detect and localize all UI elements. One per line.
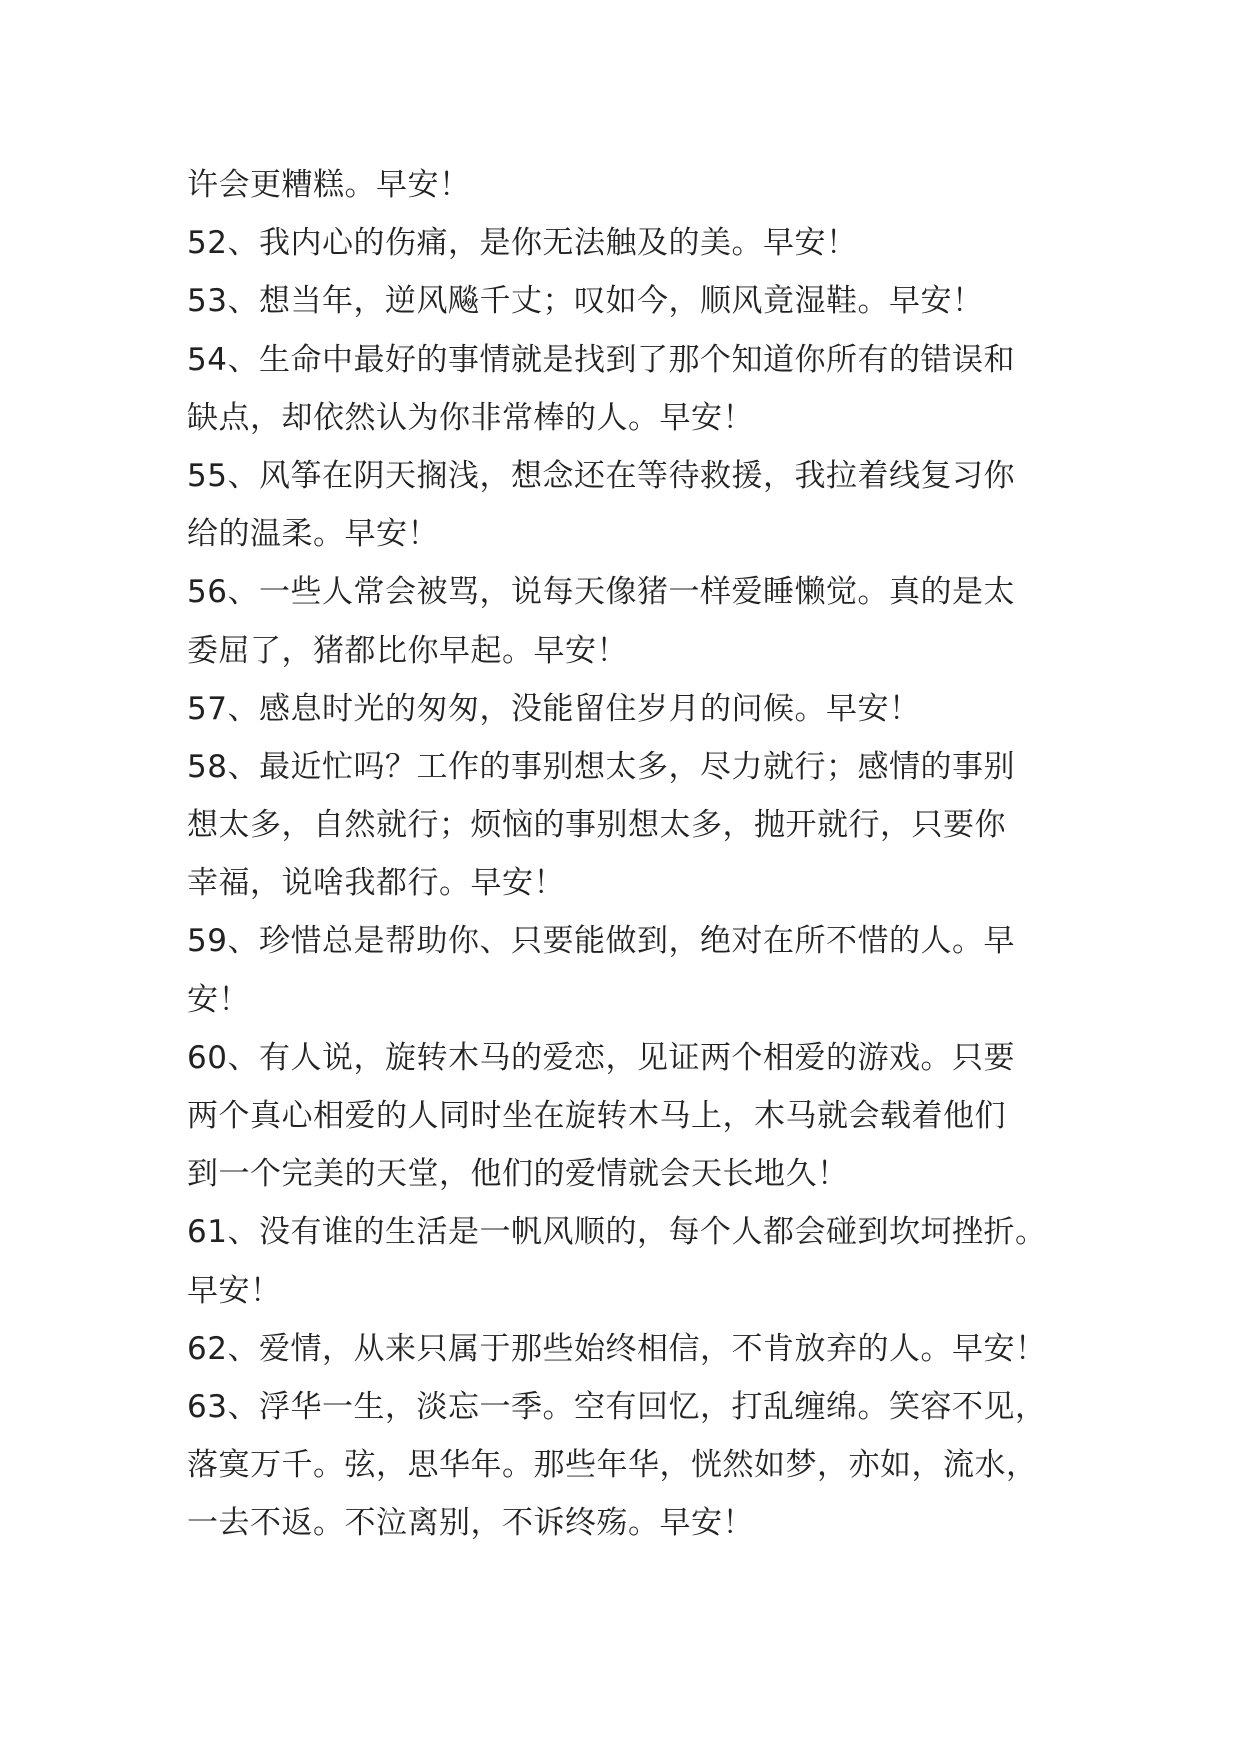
- text-line: 许会更糟糕。早安！: [187, 167, 471, 203]
- text-line: 早安！: [187, 1272, 282, 1309]
- text-line: 52、我内心的伤痛，是你无法触及的美。早安！: [187, 225, 858, 262]
- text-line: 61、没有谁的生活是一帆风顺的，每个人都会碰到坎坷挫折。: [187, 1214, 1047, 1251]
- text-line: 57、感息时光的匆匆，没能留住岁月的问候。早安！: [187, 690, 921, 727]
- text-line: 想太多，自然就行；烦恼的事别想太多，抛开就行，只要你: [187, 807, 1006, 844]
- text-line: 两个真心相爱的人同时坐在旋转木马上，木马就会载着他们: [187, 1098, 1006, 1134]
- text-line: 58、最近忙吗？工作的事别想太多，尽力就行；感情的事别: [187, 748, 1015, 785]
- document-body: [187, 156, 1067, 1553]
- text-line: 56、一些人常会被骂，说每天像猪一样爱睡懒觉。真的是太: [187, 574, 1015, 611]
- text-line: 安！: [187, 981, 250, 1018]
- text-line: 55、风筝在阴天搁浅，想念还在等待救援，我拉着线复习你: [187, 457, 1015, 494]
- text-line: 缺点，却依然认为你非常棒的人。早安！: [187, 399, 754, 436]
- text-line: 59、珍惜总是帮助你、只要能做到，绝对在所不惜的人。早: [187, 923, 1015, 960]
- text-line: 委屈了，猪都比你早起。早安！: [187, 632, 628, 669]
- text-line: 到一个完美的天堂，他们的爱情就会天长地久！: [187, 1156, 849, 1193]
- text-line: 给的温柔。早安！: [187, 516, 439, 553]
- text-line: 62、爱情，从来只属于那些始终相信，不肯放弃的人。早安！: [187, 1330, 1047, 1367]
- text-line: 一去不返。不泣离别，不诉终殇。早安！: [187, 1505, 754, 1542]
- text-line: 落寞万千。弦，思华年。那些年华，恍然如梦，亦如，流水，: [187, 1447, 1038, 1484]
- text-line: 幸福，说啥我都行。早安！: [187, 865, 565, 902]
- text-line: 60、有人说，旋转木马的爱恋，见证两个相爱的游戏。只要: [187, 1039, 1015, 1076]
- text-line: 53、想当年，逆风飚千丈；叹如今，顺风竟湿鞋。早安！: [187, 283, 984, 320]
- text-line: 63、浮华一生，淡忘一季。空有回忆，打乱缠绵。笑容不见，: [187, 1388, 1047, 1425]
- text-line: 54、生命中最好的事情就是找到了那个知道你所有的错误和: [187, 341, 1015, 378]
